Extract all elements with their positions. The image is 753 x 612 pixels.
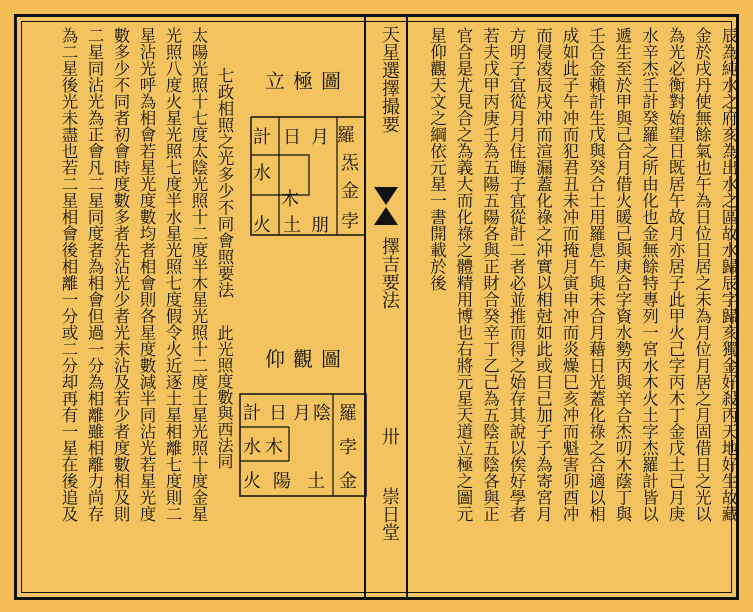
publisher-name: 崇日堂	[379, 487, 400, 541]
diagram-1-cell: 計	[253, 127, 271, 148]
diagram-2-cell: 月	[293, 403, 311, 424]
diagram-2-cell: 孛	[339, 437, 357, 458]
text-column: 星沾光呼為相會若星光度數均者相會則各星度數減半同沾光若星光度	[137, 27, 156, 522]
section-heading: 七政相照之光多少不同會照要法	[215, 67, 234, 298]
book-page	[14, 14, 739, 600]
leaf-number: 卅	[379, 427, 400, 445]
text-column: 官合是尤見合之為義大而化祿之體精用博也右將元星天道立極之圖元	[454, 27, 473, 522]
text-column: 光照八度火星光照七度半水星光照七度假令火近逐土星相離七度則二	[163, 27, 182, 522]
diagram-2-cell: 土	[307, 471, 325, 492]
diagram-1-cell: 朋	[311, 215, 329, 236]
section-title: 擇吉要法	[379, 237, 400, 309]
folio-gutter	[364, 17, 408, 597]
diagram-1-cell: 日	[283, 127, 301, 148]
diagram-1-cell: 月	[311, 127, 329, 148]
diagram-2-cell: 陽	[273, 471, 291, 492]
text-column: 數多少不同者初會時度數多者先沾光少者光未沾及若少者度數相及則	[111, 27, 130, 522]
diagram-1	[249, 115, 367, 237]
diagram-2-cell: 火	[243, 471, 261, 492]
diagram-2-cell: 陰	[313, 403, 331, 424]
text-column: 而侵凌辰戌冲而渲漏蓋化祿之冲實以相尅如此或曰己加子子為寄宮月	[533, 27, 553, 522]
diagram-2-title: 仰觀圖	[265, 347, 349, 371]
text-column: 壬合金賴計生戊與癸合土用羅息午與未合月藉日光蓋化祿之合適以相	[586, 27, 606, 522]
diagram-2	[239, 393, 367, 497]
diagram-1-title: 立極圖	[265, 69, 349, 93]
book-title: 天星選擇撮要	[379, 25, 400, 133]
fishtail-upper-icon	[374, 187, 398, 205]
text-column: 為光必衡對始望日既居午故月亦居子此甲火己字丙木丁金戊土己月庚	[666, 27, 685, 522]
text-column: 水辛杰壬計癸羅之所由化也金無餘特專列一宮水木火土字杰羅計皆以	[639, 27, 659, 522]
diagram-2-cell: 木	[265, 437, 283, 458]
text-column: 金於戌丹使無餘氣也午為日位日居之未為月位月居之月固借日之光以	[692, 27, 712, 522]
diagram-2-cell: 金	[339, 471, 357, 492]
text-column: 二星同沾光為正會凡二星同度者為相會但過一分為相離雖相離力尚存	[85, 27, 104, 522]
text-column: 太陽光照十七度太陰光照十二度半木星光照十二度土星光照十度金星	[189, 27, 208, 522]
margin-note: 此光照度數與西法同	[215, 325, 234, 469]
diagram-1-cell: 炁	[341, 153, 359, 174]
diagram-1-cell: 土	[283, 215, 301, 236]
diagram-1-cell: 羅	[337, 125, 355, 146]
text-column: 辰為純水之府亥為出水之區故水歸辰字歸亥獨金好殺丙天地好生故藏	[719, 27, 738, 522]
diagram-1-cell: 火	[253, 215, 271, 236]
diagram-1-cell: 金	[341, 181, 359, 202]
diagram-2-cell: 計	[243, 403, 261, 424]
text-column: 為二星後光未盡也若二星相會後相離一分或二分却再有一星在後追及	[59, 27, 78, 522]
text-column: 遞生至於甲與己合月借火暖己與庚合字資水勢丙與辛合杰叨木蔭丁與	[613, 27, 632, 522]
diagram-1-cell: 木	[281, 189, 299, 210]
text-column: 若夫戊甲丙庚壬為五陽五陽各與正財合癸辛丁乙己為五陰五陰各與正	[480, 27, 500, 522]
text-column: 成如此子午冲而犯君丑未冲而掩月寅申冲而炎燥巳亥冲而魁害卯酉冲	[560, 27, 579, 522]
diagram-2-cell: 日	[269, 403, 287, 424]
text-column: 方明子宜從月月住晦子宜從計二者必並推而得之始存其說以俟好學者	[507, 27, 526, 522]
diagram-1-cell: 孛	[341, 211, 359, 232]
diagram-2-cell: 水	[243, 437, 261, 458]
diagram-1-cell: 水	[253, 163, 271, 184]
text-column: 星仰觀天文之綱依元星一書開載於後	[427, 27, 447, 291]
diagram-2-cell: 羅	[339, 403, 357, 424]
fishtail-lower-icon	[374, 207, 398, 225]
